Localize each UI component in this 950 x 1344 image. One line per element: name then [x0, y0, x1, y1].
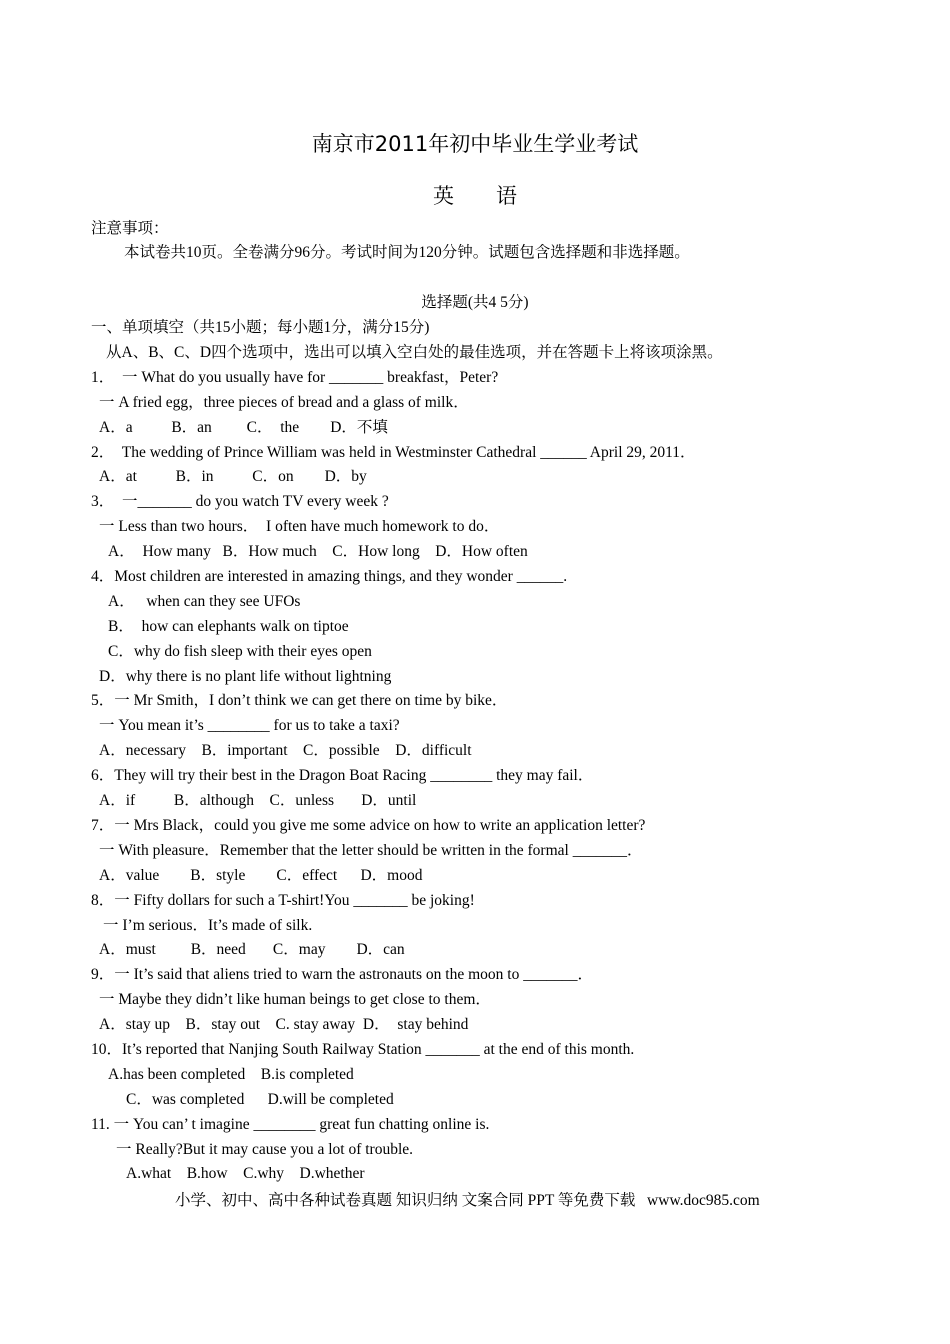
question-9-reply: 一 Maybe they didn’t like human beings to get close to them．: [99, 991, 491, 1008]
question-8-reply: 一 I’m serious．It’s made of silk.: [103, 917, 313, 934]
question-3-reply: 一 Less than two hours． I often have much homework to do．: [99, 518, 500, 535]
question-11-stem: 11. 一 You can’ t imagine ________ great fun chatting online is.: [91, 1116, 490, 1133]
question-4-option-a: A． when can they see UFOs: [108, 593, 301, 610]
question-10-stem: 10．It’s reported that Nanjing South Railway Station _______ at the end of this month.: [91, 1041, 635, 1058]
question-3-stem: 3． 一_______ do you watch TV every week ?: [91, 493, 389, 510]
question-8-stem: 8．一 Fifty dollars for such a T-shirt!You _______ be joking!: [91, 892, 475, 909]
question-5-stem: 5．一 Mr Smith，I don’t think we can get there on time by bike．: [91, 692, 508, 709]
question-6-stem: 6．They will try their best in the Dragon Boat Racing ________ they may fail．: [91, 767, 594, 784]
question-4-option-c: C．why do fish sleep with their eyes open: [108, 643, 372, 660]
question-5-reply: 一 You mean it’s ________ for us to take a taxi?: [99, 717, 400, 734]
question-10-options-row-1: A.has been completed B.is completed: [108, 1066, 354, 1083]
question-7-reply: 一 With pleasure．Remember that the letter should be written in the formal _______．: [99, 842, 643, 859]
question-2-stem: 2． The wedding of Prince William was held in Westminster Cathedral ______ April 29, 2011．: [91, 444, 696, 461]
question-8-options: A．must B．need C．may D．can: [99, 941, 405, 958]
question-7-options: A．value B．style C．effect D．mood: [99, 867, 423, 884]
question-4-option-b: B． how can elephants walk on tiptoe: [108, 618, 349, 635]
question-3-options: A． How many B．How much C．How long D．How often: [108, 543, 528, 560]
subject-title: 英 语: [433, 184, 517, 208]
question-4-stem: 4．Most children are interested in amazing things, and they wonder ______.: [91, 568, 568, 585]
part-instruction: 从A、B、C、D四个选项中，选出可以填入空白处的最佳选项，并在答题卡上将该项涂黑。: [106, 344, 723, 361]
question-10-options-row-2: C．was completed D.will be completed: [126, 1091, 394, 1108]
question-9-options: A．stay up B．stay out C. stay away D． stay behind: [99, 1016, 469, 1033]
exam-title: 南京市2011年初中毕业生学业考试: [311, 132, 639, 156]
question-4-option-d: D．why there is no plant life without lightning: [99, 668, 392, 685]
question-1-reply: 一 A fried egg，three pieces of bread and a glass of milk．: [99, 394, 469, 411]
notice-text: 本试卷共10页。全卷满分96分。考试时间为120分钟。试题包含选择题和非选择题。: [124, 244, 690, 261]
question-11-reply: 一 Really?But it may cause you a lot of trouble.: [116, 1141, 414, 1158]
question-9-stem: 9．一 It’s said that aliens tried to warn the astronauts on the moon to _______．: [91, 966, 593, 983]
question-7-stem: 7．一 Mrs Black，could you give me some advice on how to write an application letter?: [91, 817, 646, 834]
section-title: 选择题(共4 5分): [421, 294, 529, 311]
question-1-options: A．a B．an C． the D．不填: [99, 419, 388, 436]
question-5-options: A．necessary B．important C．possible D．difficult: [99, 742, 472, 759]
notice-label: 注意事项：: [91, 220, 169, 237]
question-1-stem: 1． 一 What do you usually have for _______ breakfast，Peter?: [91, 369, 499, 386]
question-11-options: A.what B.how C.why D.whether: [126, 1165, 365, 1182]
question-2-options: A．at B．in C．on D．by: [99, 468, 367, 485]
page-footer: 小学、初中、高中各种试卷真题 知识归纳 文案合同 PPT 等免费下载 www.doc985.com: [175, 1192, 760, 1209]
question-6-options: A．if B．although C．unless D．until: [99, 792, 417, 809]
part-heading: 一、单项填空（共15小题；每小题1分，满分15分): [91, 319, 430, 336]
